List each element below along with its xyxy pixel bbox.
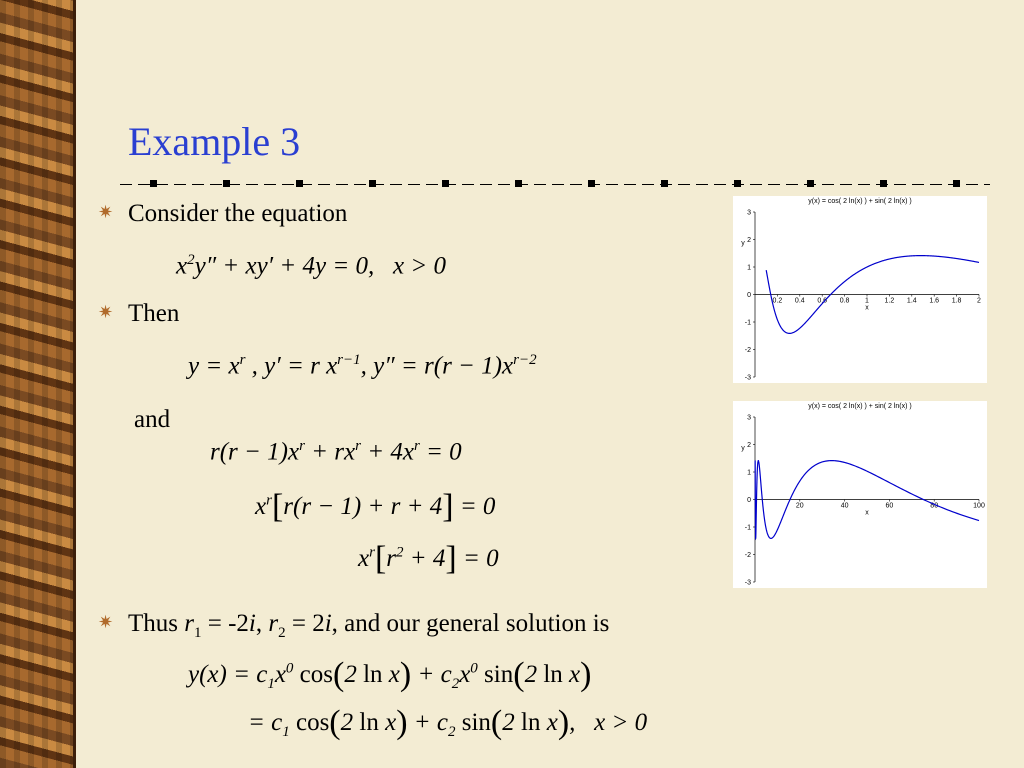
x-tick-label: 100 [973,502,985,510]
y-tick-label: 1 [747,469,751,477]
x-tick-label: 1.2 [884,297,895,305]
chart-title: y(x) = cos( 2 ln(x) ) + sin( 2 ln(x) ) [808,198,912,205]
y-tick-label: 1 [747,264,751,272]
equation-ode: $x^2y'' + xy' + 4y = 0$, x > 0 [176,252,446,280]
bullet-text: Then [128,300,180,327]
x-tick-label: 40 [840,502,849,510]
star-bullet-icon: ✷ [98,202,114,222]
x-tick-label: 0.8 [839,297,850,305]
x-tick-label: 1.6 [929,297,940,305]
y-axis-label: y [741,445,745,452]
x-tick-label: 80 [930,502,939,510]
y-tick-label: 3 [747,209,751,217]
y-tick-label: 2 [747,237,751,244]
chart-svg [733,196,987,383]
solution-line-2: = $c_1$ cos(2 $\ln x) + c_2$ sin(2 ln x), x > 0 [248,704,648,741]
slide-title: Example 3 [128,119,301,164]
bullet-then [98,300,179,328]
text-and: and [134,406,171,433]
y-tick-label: 3 [747,414,751,422]
equation-characteristic: $x^r[r^2 + 4] = 0$ [358,540,499,577]
y-tick-label: -2 [744,552,751,559]
y-tick-label: 2 [747,442,751,449]
equation-factored: $x^r[r(r - 1) + r + 4] = 0$ [255,488,496,525]
bullet-text: Consider the equation [128,200,348,227]
x-tick-label: 60 [885,502,894,510]
x-tick-label: 0.4 [794,297,805,305]
plot-small-range [733,196,987,383]
y-axis-label: y [741,240,745,247]
y-tick-label: -3 [744,374,751,382]
y-tick-label: -2 [744,347,751,354]
solution-line-1: $y(x) = c_1x^0$ cos(2 $\ln x) + c_2x^0$ sin(2 ln x) [188,656,592,693]
star-bullet-icon: ✷ [98,612,114,632]
x-axis-label: x [865,304,869,312]
bullet-consider [98,200,347,228]
x-tick-label: 1.8 [951,297,962,305]
chart-svg [733,401,987,588]
y-tick-label: 0 [747,497,751,504]
bullet-thus: ✷ Thus $r_1 = -2i$, $r_2 = 2i$, and our general solution is [98,610,610,641]
plot-large-range [733,401,987,588]
x-tick-label: 0.2 [772,297,783,305]
decorative-border [0,0,76,768]
equation-trial: $y = x^r$ , y′ = r $x^{r-1}$, $y'' = r(r - 1)x^{r-2}$ [188,352,537,380]
y-tick-label: -3 [744,579,751,587]
y-tick-label: -1 [744,319,751,327]
y-tick-label: 0 [747,292,751,299]
x-tick-label: 20 [795,502,804,510]
star-bullet-icon: ✷ [98,302,114,322]
y-tick-label: -1 [744,524,751,532]
equation-substituted: $r(r - 1)x^r + rx^r + 4x^r = 0$ [210,438,462,466]
x-tick-label: 2 [977,297,981,305]
x-tick-label: 1.4 [906,297,917,305]
x-axis-label: x [865,509,869,517]
x-tick-label: 0.6 [817,297,828,305]
x-tick-label: 1 [865,297,869,305]
chart-title: y(x) = cos( 2 ln(x) ) + sin( 2 ln(x) ) [808,403,912,410]
divider-dots [120,180,990,189]
